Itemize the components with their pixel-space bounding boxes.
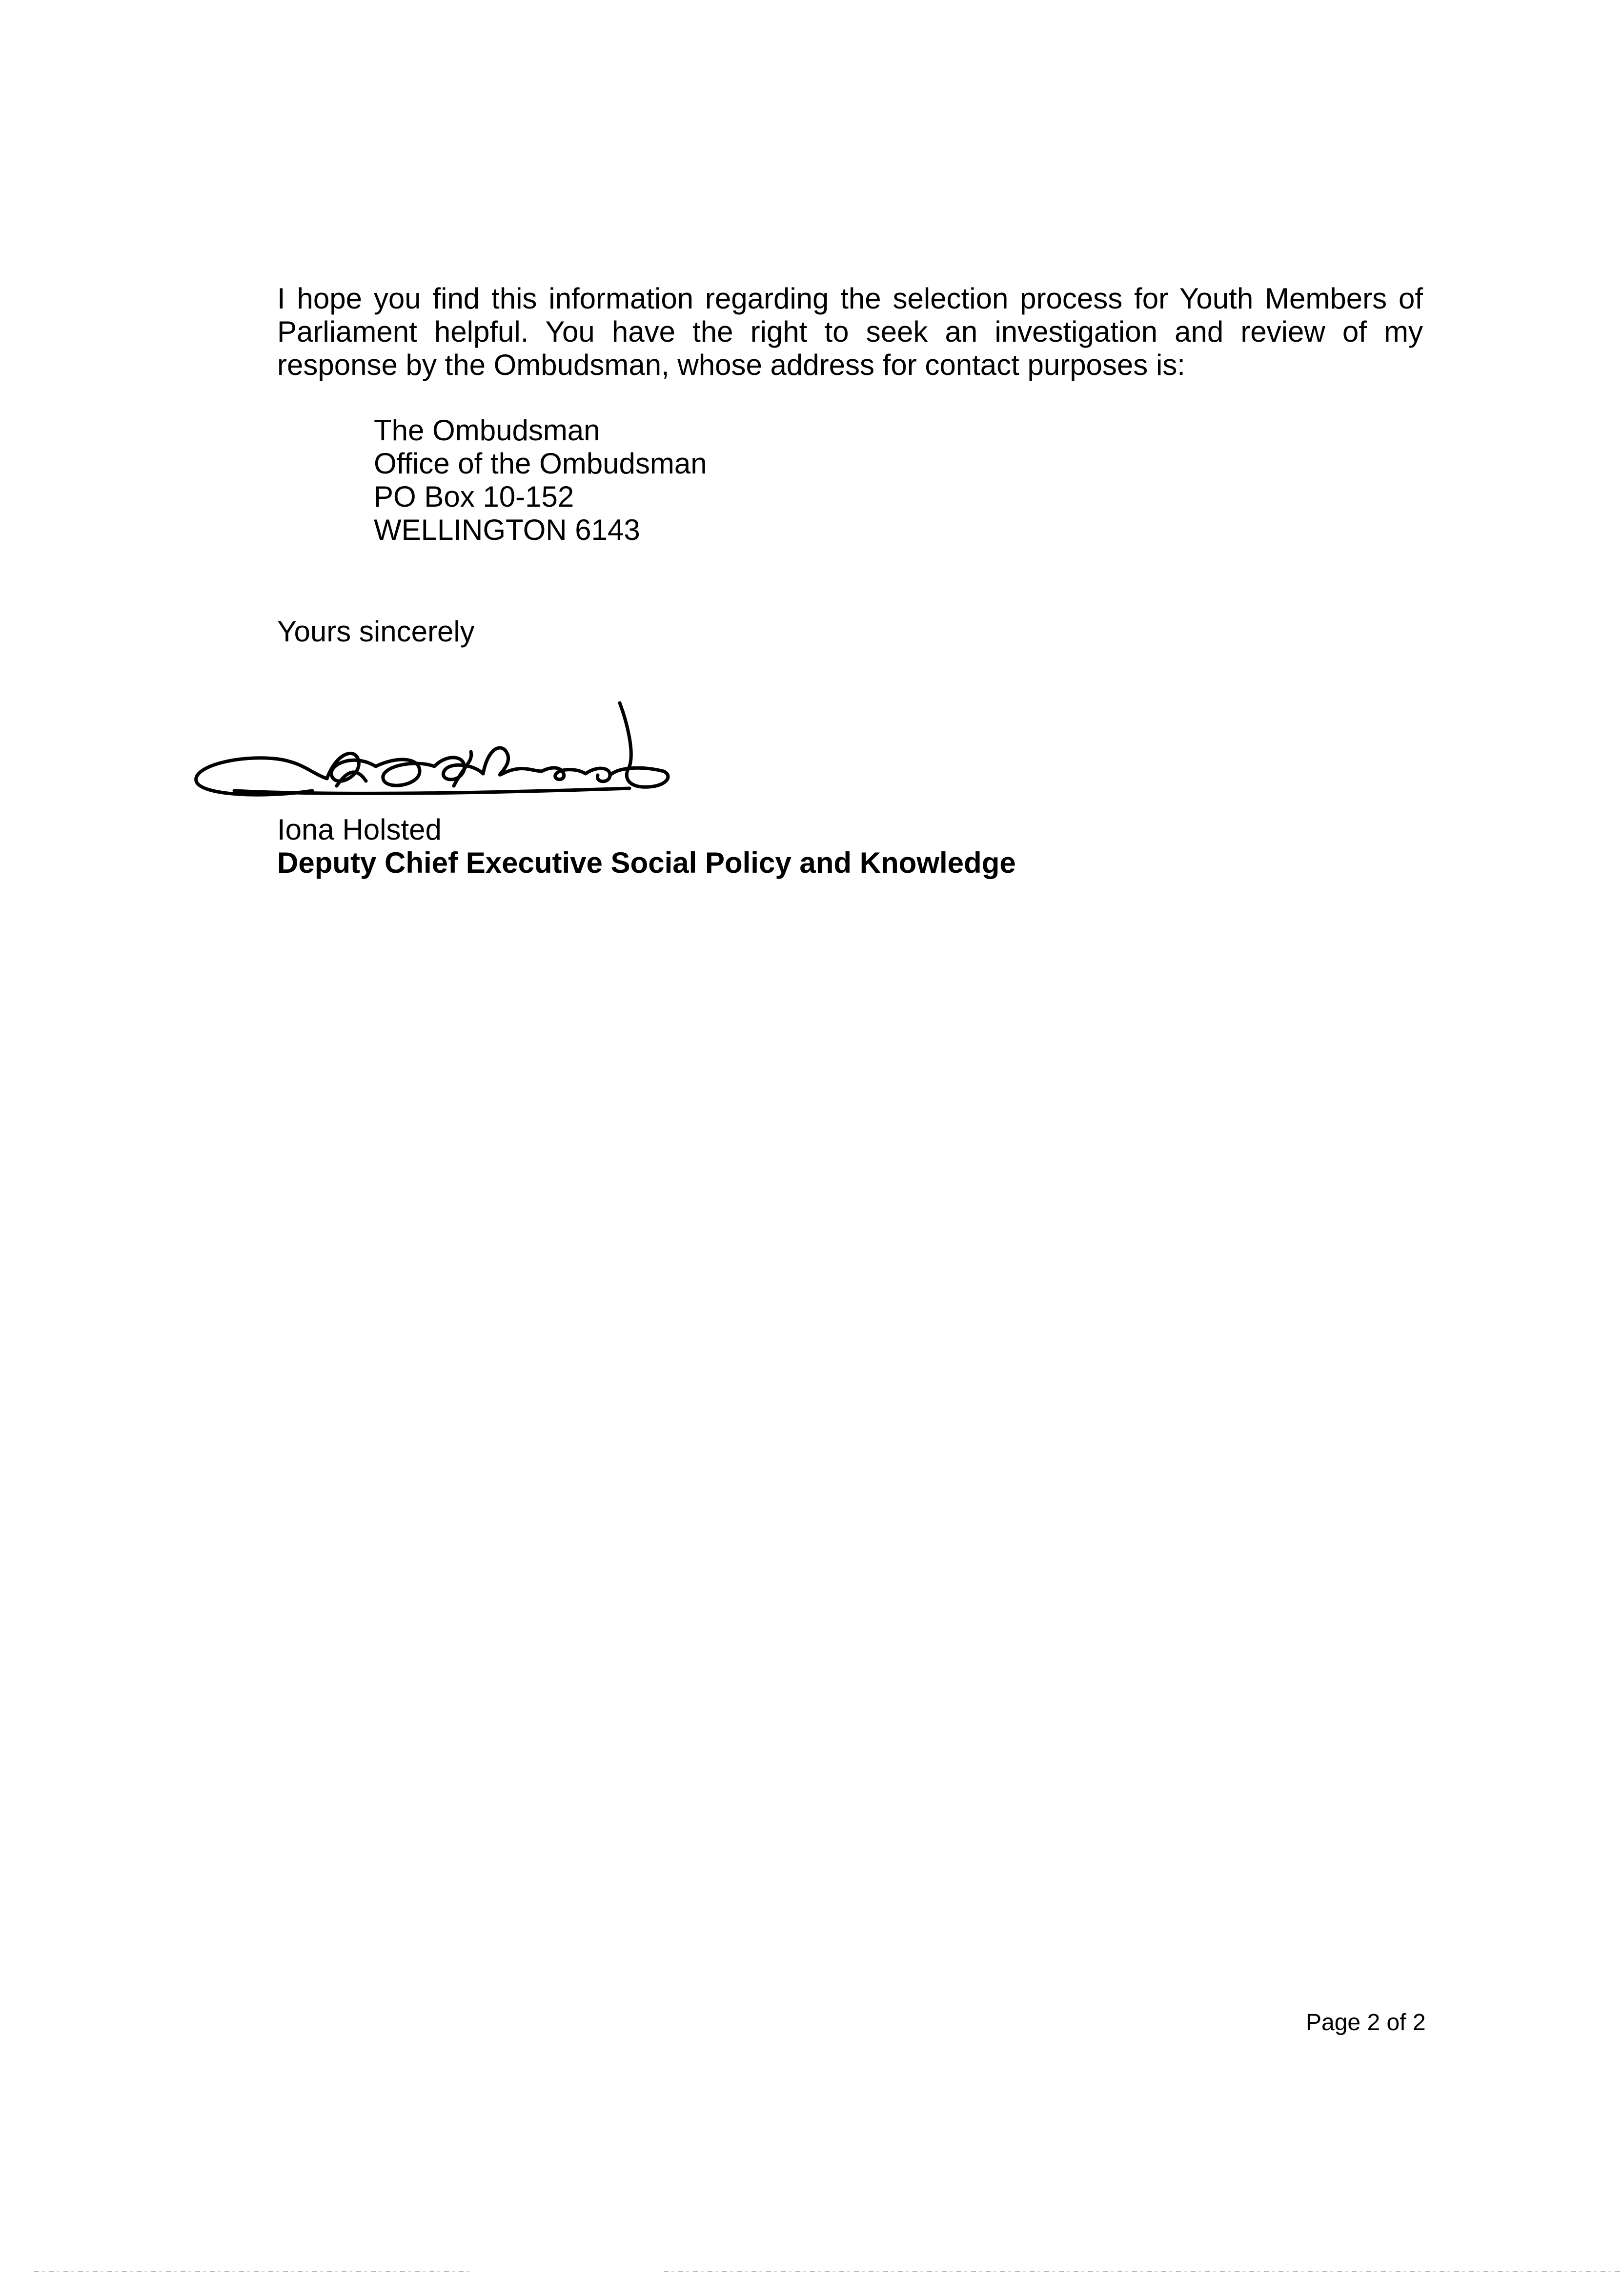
handwritten-signature bbox=[190, 693, 678, 810]
address-line-2: Office of the Ombudsman bbox=[374, 447, 707, 480]
signatory-title: Deputy Chief Executive Social Policy and Knowledge bbox=[277, 846, 1016, 879]
page-number: Page 2 of 2 bbox=[1306, 2010, 1426, 2035]
address-line-1: The Ombudsman bbox=[374, 414, 600, 447]
ombudsman-address bbox=[374, 414, 707, 547]
address-line-3: PO Box 10-152 bbox=[374, 480, 574, 513]
scan-edge-artifact-left bbox=[34, 2271, 473, 2272]
body-paragraph: I hope you find this information regarding the selection process for Youth Members of Parliament helpful. You have the right to seek an investigation and review of my response by the Ombudsman, whose address for contact purposes is: bbox=[277, 282, 1423, 381]
scan-edge-artifact-right bbox=[664, 2271, 1620, 2272]
closing-salutation: Yours sincerely bbox=[277, 615, 475, 648]
signatory-name: Iona Holsted bbox=[277, 813, 442, 846]
address-line-4: WELLINGTON 6143 bbox=[374, 514, 640, 546]
